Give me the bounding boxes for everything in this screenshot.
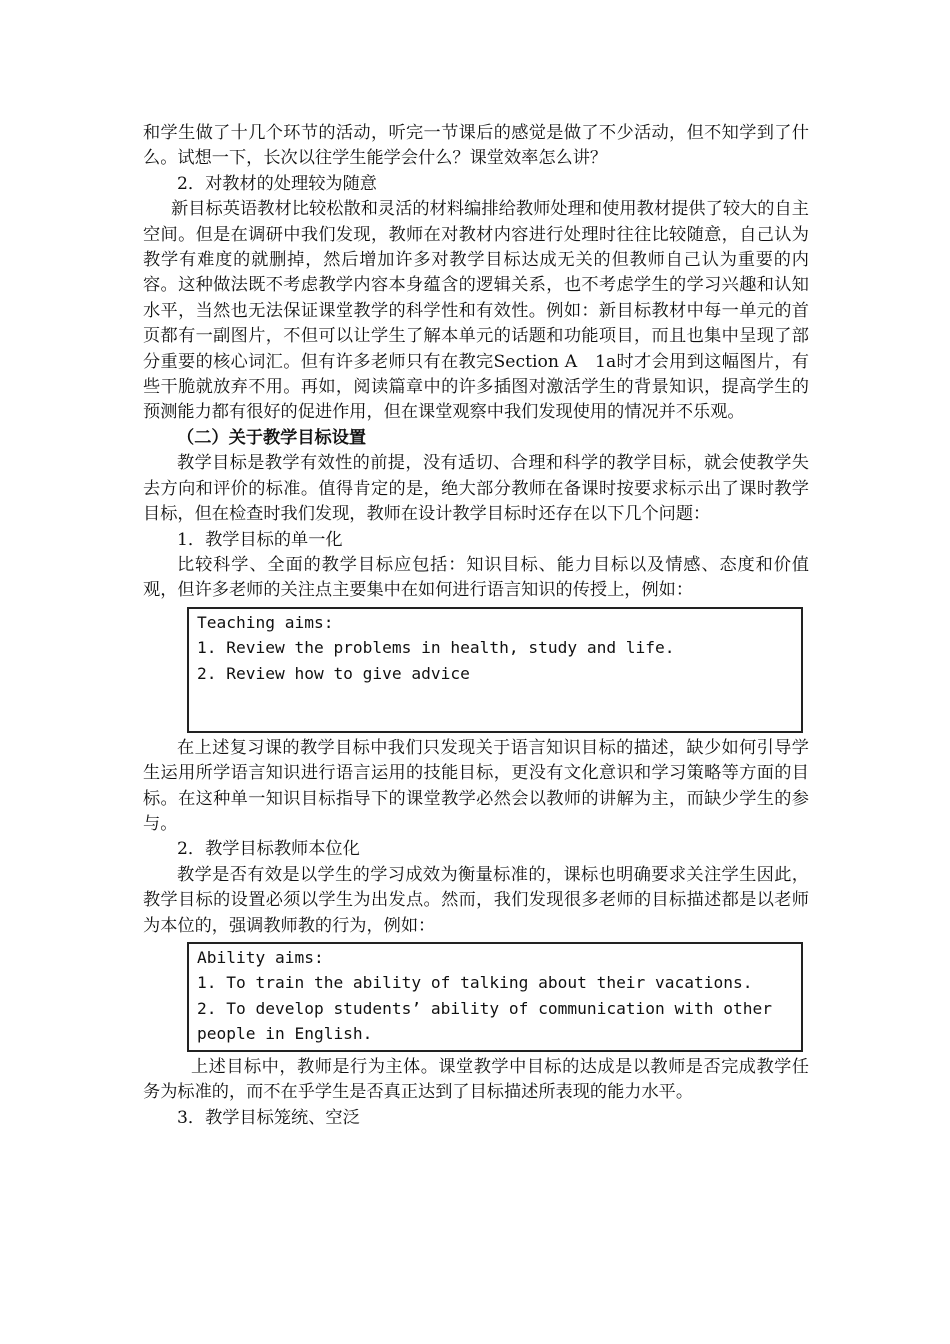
paragraph-activities: 和学生做了十几个环节的活动，听完一节课后的感觉是做了不少活动，但不知学到了什么。试想一下，长次以往学生能学会什么？课堂效率怎么讲？ [143,123,809,169]
paragraph-review-lesson: 在上述复习课的教学目标中我们只发现关于语言知识目标的描述，缺少如何引导学生运用所学语言知识进行语言运用的技能目标，更没有文化意识和学习策略等方面的目标。在这种单一知识目标指导下的课堂教学必然会以教师的讲解为主，而缺少学生的参与。 [143,737,809,834]
paragraph-textbook: 新目标英语教材比较松散和灵活的材料编排给教师处理和使用教材提供了较大的自主空间。但是在调研中我们发现，教师在对教材内容进行处理时往往比较随意，自己认为教学有难度的就删掉，然后增加许多对教学目标达成无关的但教师自己认为重要的内容。这种做法既不考虑教学内容本身蕴含的逻辑关系，也不考虑学生的学习兴趣和认知水平，当然也无法保证课堂教学的科学性和有效性。例如：新目标教材中每一单元的首页都有一副图片，不但可以让学生了解本单元的话题和功能项目，而且也集中呈现了部分重要的核心词汇。但有许多老师只有在教完Section A 1a时才会用到这幅图片，有些干脆就放弃不用。再如，阅读篇章中的许多插图对激活学生的背景知识，提高学生的预测能力都有很好的促进作用，但在课堂观察中我们发现使用的情况并不乐观。 [143,199,809,423]
teaching-aims-title: Teaching aims: [197,612,334,632]
paragraph-teaching-goals: 教学目标是教学有效性的前提，没有适切、合理和科学的教学目标，就会使教学失去方向和评价的标准。值得肯定的是，绝大部分教师在备课时按要求标示出了课时教学目标，但在检查时我们发现，教师在设计教学目标时还存在以下几个问题： [143,453,809,525]
paragraph-student-centered: 教学是否有效是以学生的学习成效为衡量标准的，课标也明确要求关注学生因此，教学目标的设置必须以学生为出发点。然而，我们发现很多老师的目标描述都是以老师为本位的，强调教师教的行为，例如： [143,864,809,936]
subheading-textbook-handling: 2．对教材的处理较为随意 [177,173,377,194]
document-body [143,121,809,1131]
subheading-teacher-centered: 2．教学目标教师本位化 [177,839,360,860]
subheading-vague-goals: 3．教学目标笼统、空泛 [177,1107,360,1128]
ability-aims-box [187,942,803,1052]
teaching-aims-box [187,607,803,733]
section-heading-teaching-goals: （二）关于教学目标设置 [177,427,367,448]
paragraph-teacher-subject: 上述目标中，教师是行为主体。课堂教学中目标的达成是以教师是否完成教学任务为标准的，而不在乎学生是否真正达到了目标描述所表现的能力水平。 [143,1056,809,1103]
ability-aim-item: 2. To develop students’ ability of communication with other people in English. [197,998,782,1044]
subheading-single-goal: 1．教学目标的单一化 [177,529,343,550]
paragraph-comprehensive-goals: 比较科学、全面的教学目标应包括：知识目标、能力目标以及情感、态度和价值观，但许多老师的关注点主要集中在如何进行语言知识的传授上，例如： [143,554,809,601]
ability-aim-item: 1. To train the ability of talking about their vacations. [197,973,753,993]
teaching-aim-item: 1. Review the problems in health, study and life. [197,638,675,658]
teaching-aim-item: 2. Review how to give advice [197,663,470,683]
ability-aims-title: Ability aims: [197,947,324,967]
